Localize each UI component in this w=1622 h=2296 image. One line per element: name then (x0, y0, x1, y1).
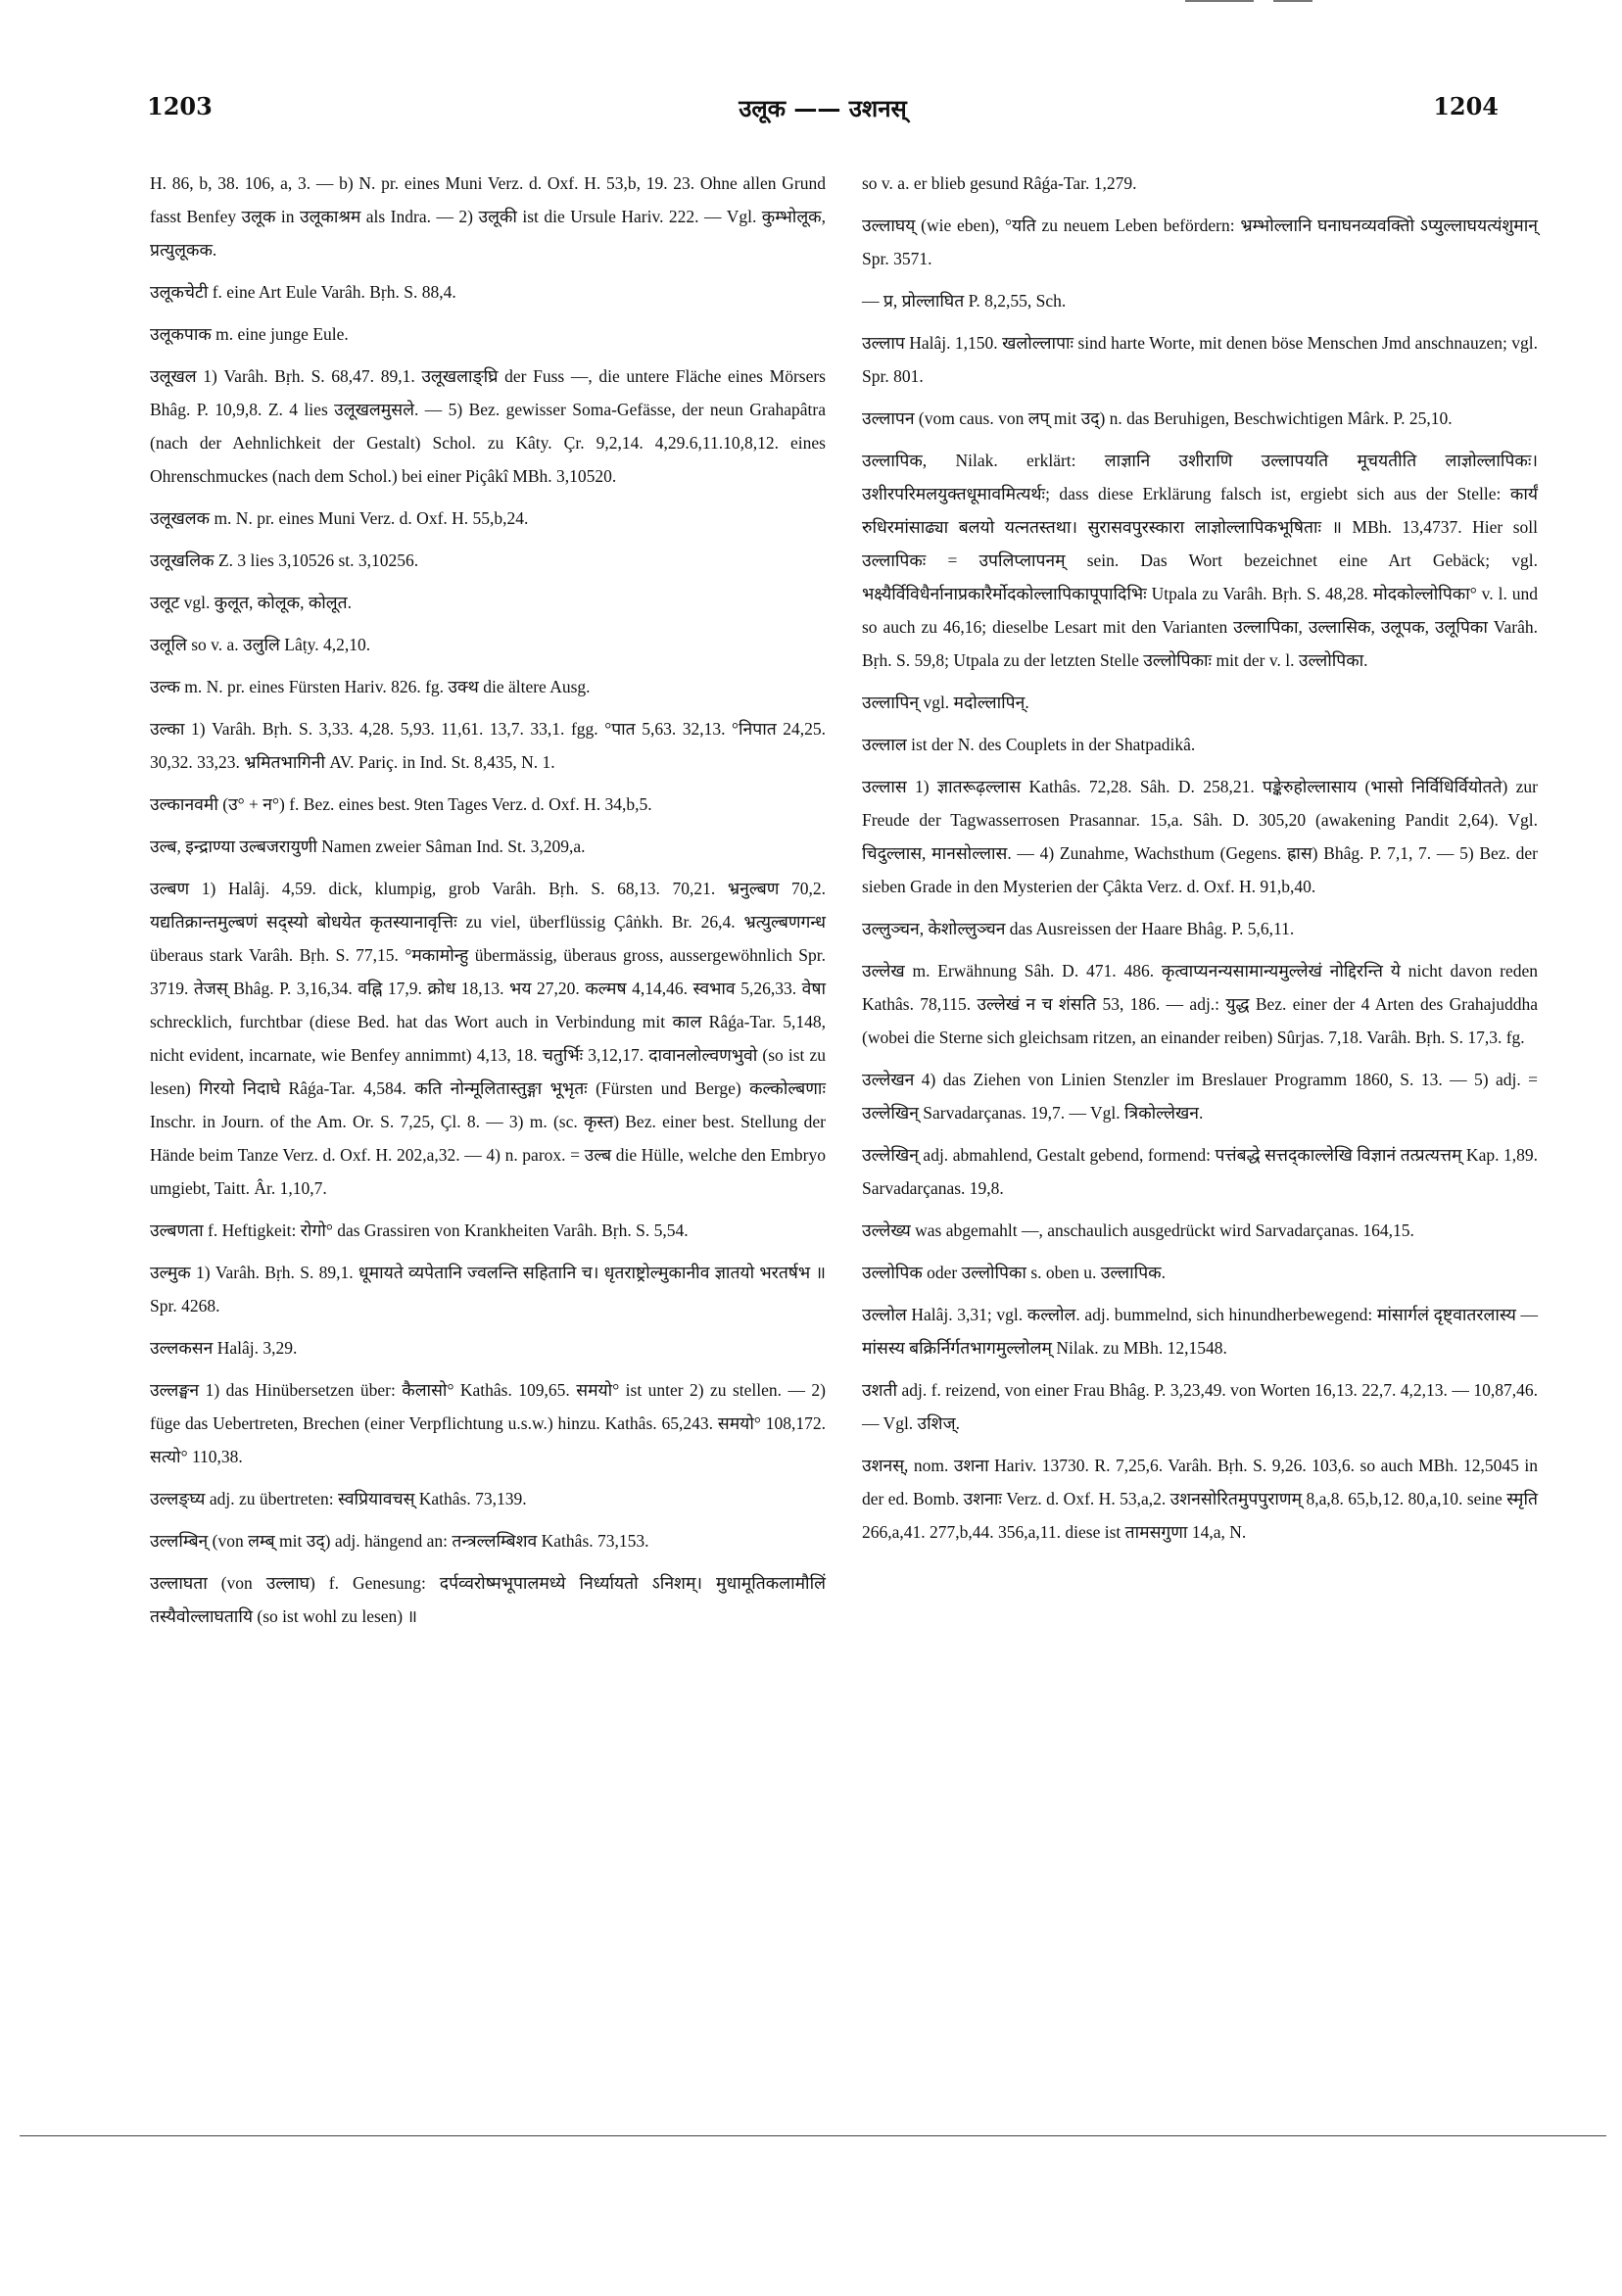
entry-text: उशनस्, nom. उशना Hariv. 13730. R. 7,25,6. Varâh. Bṛh. S. 9,26. 103,6. so auch MBh. 12,5045 in der ed. Bomb. उशनाः Verz. d. Oxf. H. 53,a,2. उशनसोरितमुपपुराणम् 8,a,8. 65,b,12. 80,a,10. seine स्मृति 266,a,41. 277,b,44. 356,a,11. diese ist तामसगुणा 14,a, N. (862, 1456, 1543, 1542)
dictionary-entry (150, 628, 826, 661)
entry-text: उलूकपाक m. eine junge Eule. (150, 324, 349, 344)
entry-text: उल्बण 1) Halâj. 4,59. dick, klumpig, grob Varâh. Bṛh. S. 68,13. 70,21. भ्रनुल्बण 70,2. यद्यतिक्रान्तमुल्बणं सद्स्यो बोधयेत कृतस्यानावृत्तिः zu viel, überflüssig Çâṅkh. Br. 26,4. भ्रत्युल्बणगन्ध überaus stark Varâh. Bṛh. S. 77,15. °मकामोन्हु übermässig, überaus gross, aussergewöhnlich Spr. 3719. तेजस् Bhâg. P. 3,16,34. वह्नि 17,9. क्रोध 18,13. भय 27,20. कल्मष 4,14,46. स्वभाव 5,26,33. वेषा schrecklich, furchtbar (diese Bed. hat das Wort auch in Verbindung mit काल Râǵa-Tar. 5,148, nicht evident, incarnate, wie Benfey annimmt) 4,13, 18. चतुर्भिः 3,12,17. दावानलोल्वणभुवो (so ist zu lesen) गिरयो निदाघे Râǵa-Tar. 4,584. कति नोन्मूलितास्तुङ्गा भूभृतः (Fürsten und Berge) कल्कोल्बणाः Inschr. in Journ. of the Am. Or. S. 7,25, Çl. 8. — 3) m. (sc. कृस्त) Bez. einer best. Stellung der Hände beim Tanze Verz. d. Oxf. H. 202,a,32. — 4) n. parox. = उल्ब die Hülle, welche den Embryo umgiebt, Taitt. Âr. 1,10,7. (150, 879, 831, 1198)
page-header (147, 92, 1499, 127)
dictionary-entry (150, 502, 826, 535)
bottom-rule (20, 2135, 1606, 2136)
entry-text: उलूखल 1) Varâh. Bṛh. S. 68,47. 89,1. उलूखलाङ्घ्रि der Fuss —, die untere Fläche eines Mörsers Bhâg. P. 10,9,8. Z. 4 lies उलूखलमुसले. — 5) Bez. gewisser Soma-Gefässe, der neun Grahapâtra (nach der Aehnlichkeit der Gestalt) Schol. zu Kâty. Çr. 9,2,14. 4,29.6,11.10,8,12. eines Ohrenschmuckes (nach dem Schol.) bei einer Piçâkî MBh. 3,10520. (150, 366, 831, 486)
dictionary-entry (862, 1449, 1543, 1549)
top-edge-mark (1185, 0, 1254, 2)
dictionary-entry (862, 1214, 1538, 1247)
dictionary-entry (150, 1566, 831, 1633)
dictionary-entry (150, 1482, 826, 1515)
dictionary-entry (150, 1214, 826, 1247)
entry-text: उल्का 1) Varâh. Bṛh. S. 3,33. 4,28. 5,93. 11,61. 13,7. 33,1. fgg. °पात 5,63. 32,13. °निपात 24,25. 30,32. 33,23. भ्रमितभागिनी AV. Pariç. in Ind. St. 8,435, N. 1. (150, 719, 831, 772)
entry-text: उल्लाप Halâj. 1,150. खलोल्लापाः sind harte Worte, mit denen böse Menschen Jmd anschnauzen; vgl. Spr. 801. (862, 333, 1543, 386)
running-title: उलूक —— उशनस् (739, 95, 907, 122)
dictionary-entry (862, 1256, 1538, 1289)
entry-text: उल्लङ्घ्य adj. zu übertreten: स्वप्रियावचस् Kathâs. 73,139. (150, 1489, 527, 1508)
entry-text: उल्लेख m. Erwähnung Sâh. D. 471. 486. कृत्वाप्यनन्यसामान्यमुल्लेखं नोद्दिरन्ति ये nicht davon reden Kathâs. 78,115. उल्लेखं न च शंसति 53, 186. — adj.: युद्ध Bez. einer der 4 Arten des Grahajuddha (wobei die Sterne sich gleichsam ritzen, an einander reiben) Sûrjas. 7,18. Varâh. Bṛh. S. 17,3. fg. (862, 961, 1543, 1047)
entry-text: उल्क m. N. pr. eines Fürsten Hariv. 826. fg. उक्थ die ältere Ausg. (150, 677, 591, 696)
dictionary-entry (862, 686, 1538, 719)
entry-text: so v. a. er blieb gesund Râǵa-Tar. 1,279. (862, 173, 1137, 193)
dictionary-entry (150, 830, 826, 863)
dictionary-entry (150, 1373, 831, 1473)
entry-text: उल्लेखन 4) das Ziehen von Linien Stenzler im Breslauer Programm 1860, S. 13. — 5) adj. = उल्लेखिन् Sarvadarçanas. 19,7. — Vgl. त्रिकोल्लेखन. (862, 1070, 1543, 1123)
dictionary-entry (150, 275, 826, 309)
entry-text: H. 86, b, 38. 106, a, 3. — b) N. pr. eines Muni Verz. d. Oxf. H. 53,b, 19. 23. Ohne allen Grund fasst Benfey उलूक in उलूकाश्रम als Indra. — 2) उलूकी ist die Ursule Hariv. 222. — Vgl. कुम्भोलूक, प्रत्युलूकक. (150, 173, 831, 260)
page-number-right: 1204 (1433, 92, 1499, 120)
entry-text: उल्लापिन् vgl. मदोल्लापिन्. (862, 693, 1029, 712)
top-edge-mark (1273, 0, 1312, 2)
entry-text: उल्लास 1) ज्ञातरूढ़ल्लास Kathâs. 72,28. Sâh. D. 258,21. पङ्केरुहोल्लासाय (भासो निर्विधिर्वियोतते) zur Freude der Tagwasserrosen Prasannar. 15,a. Sâh. D. 305,20 (awakening Pandit 2,64). Vgl. चिदुल्लास, मानसोल्लास. — 4) Zunahme, Wachsthum (Gegens. ह्रास) Bhâg. P. 7,1, 7. — 5) Bez. der sieben Grade in den Mysterien der Çâkta Verz. d. Oxf. H. 91,b,40. (862, 777, 1543, 896)
entry-text: उल्ब, इन्द्राण्या उल्बजरायुणी Namen zweier Sâman Ind. St. 3,209,a. (150, 837, 586, 856)
dictionary-entry (862, 1138, 1543, 1205)
top-edge-marks (0, 0, 1622, 2)
entry-text: उल्लाघय् (wie eben), °यति zu neuem Leben befördern: भ्रम्भोल्लानि घनाघनव्यवक्तिो ऽप्युल्लाघयत्यंशुमान् Spr. 3571. (862, 215, 1543, 268)
dictionary-entry (150, 544, 826, 577)
dictionary-entry (862, 1373, 1543, 1440)
dictionary-entry (862, 209, 1543, 275)
dictionary-entry (150, 872, 831, 1205)
dictionary-entry (862, 954, 1543, 1054)
dictionary-entry (862, 284, 1538, 317)
entry-text: उल्लकसन Halâj. 3,29. (150, 1338, 298, 1358)
entry-text: उलूट vgl. कुलूत, कोलूक, कोलूत. (150, 593, 353, 612)
dictionary-entry (150, 359, 831, 493)
entry-text: उल्लाल ist der N. des Couplets in der Shatpadikâ. (862, 735, 1196, 754)
entry-text: उलूखलक m. N. pr. eines Muni Verz. d. Oxf. H. 55,b,24. (150, 508, 529, 528)
dictionary-entry (150, 788, 826, 821)
entry-text: उल्लापन (vom caus. von लप् mit उद्) n. das Beruhigen, Beschwichtigen Mârk. P. 25,10. (862, 408, 1453, 428)
dictionary-entry (862, 326, 1543, 393)
dictionary-entry (150, 712, 831, 779)
entry-text: उल्लेखिन् adj. abmahlend, Gestalt gebend, formend: पत्तंबद्धे सत्तद्काल्लेखि विज्ञानं तत्प्रत्यत्तम् Kap. 1,89. Sarvadarçanas. 19,8. (862, 1145, 1543, 1198)
dictionary-entry (862, 402, 1538, 435)
entry-text: उलूखलिक Z. 3 lies 3,10526 st. 3,10256. (150, 550, 419, 570)
dictionary-entry (862, 912, 1538, 945)
page-number-left: 1203 (147, 92, 213, 120)
left-column (150, 167, 831, 1642)
entry-text: उलूलि so v. a. उलुलि Lâṭy. 4,2,10. (150, 635, 371, 654)
right-column (862, 167, 1543, 1557)
dictionary-entry (862, 1298, 1543, 1364)
entry-text: उलूकचेटी f. eine Art Eule Varâh. Bṛh. S. 88,4. (150, 282, 456, 302)
dictionary-entry (862, 167, 1538, 200)
entry-text: उल्मुक 1) Varâh. Bṛh. S. 89,1. धूमायते व्यपेतानि ज्वलन्ति सहितानि च। धृतराष्ट्रोल्मुकानीव ज्ञातयो भरतर्षभ ॥ Spr. 4268. (150, 1263, 831, 1315)
entry-text: उल्बणता f. Heftigkeit: रोगो° das Grassiren von Krankheiten Varâh. Bṛh. S. 5,54. (150, 1220, 689, 1240)
dictionary-entry (150, 670, 826, 703)
dictionary-entry (150, 586, 826, 619)
dictionary-entry (150, 317, 826, 351)
entry-text: — प्र, प्रोल्लाघित P. 8,2,55, Sch. (862, 291, 1067, 311)
entry-text: उल्लोल Halâj. 3,31; vgl. कल्लोल. adj. bummelnd, sich hinundherbewegend: मांसार्गलं दृष्ट्वातरलास्य — मांसस्य बक्रिर्निर्गतभागमुल्लोलम् Nilak. zu MBh. 12,1548. (862, 1305, 1543, 1358)
entry-text: उल्लेख्य was abgemahlt —, anschaulich ausgedrückt wird Sarvadarçanas. 164,15. (862, 1220, 1414, 1240)
entry-text: उल्लुञ्चन, केशोल्लुञ्चन das Ausreissen der Haare Bhâg. P. 5,6,11. (862, 919, 1295, 938)
dictionary-entry (150, 167, 831, 266)
entry-text: उल्लापिक, Nilak. erklärt: लाज्ञानि उशीराणि उल्लापयति मूचयतीति लाज्ञोल्लापिकः। उशीरपरिमलयुक्तधूमावमित्यर्थः; dass diese Erklärung falsch ist, ergiebt sich aus der Stelle: कार्यं रुधिरमांसाढ्या बलयो यत्नतस्तथा। सुरासवपुरस्कारा लाज्ञोल्लापिकभूषिताः ॥ MBh. 13,4737. Hier soll उल्लापिकः = उपलिप्लापनम् sein. Das Wort bezeichnet eine Art Gebäck; vgl. भक्ष्यैर्विविधैर्नानाप्रकारैर्मोदकोल्लापिकापूपादिभिः Utpala zu Varâh. Bṛh. S. 48,28. मोदकोल्लोपिका° v. l. und so auch zu 46,16; dieselbe Lesart mit den Varianten उल्लापिका, उल्लासिक, उलूपक, उलूपिका Varâh. Bṛh. S. 59,8; Utpala zu der letzten Stelle उल्लोपिकाः mit der v. l. उल्लोपिका. (862, 451, 1543, 670)
dictionary-entry (862, 770, 1543, 903)
entry-text: उल्लोपिक oder उल्लोपिका s. oben u. उल्लापिक. (862, 1263, 1166, 1282)
entry-text: उल्कानवमी (उ° + न°) f. Bez. eines best. 9ten Tages Verz. d. Oxf. H. 34,b,5. (150, 794, 652, 814)
dictionary-entry (150, 1524, 826, 1557)
entry-text: उल्लाघता (von उल्लाघ) f. Genesung: दर्पव्वरोष्मभूपालमध्ये निर्ध्यायतो ऽनिशम्। मुधामूतिकलामौलिं तस्यैवोल्लाघतायि (so ist wohl zu lesen) ॥ (150, 1573, 831, 1626)
dictionary-entry (862, 1063, 1543, 1129)
dictionary-entry (150, 1331, 826, 1364)
entry-text: उल्लङ्घन 1) das Hinübersetzen über: कैलासो° Kathâs. 109,65. समयो° ist unter 2) zu stellen. — 2) füge das Uebertreten, Brechen (einer Verpflichtung u.s.w.) hinzu. Kathâs. 65,243. समयो° 108,172. सत्यो° 110,38. (150, 1380, 831, 1466)
entry-text: उल्लम्बिन् (von लम्ब् mit उद्) adj. hängend an: तन्त्रल्लम्बिशव Kathâs. 73,153. (150, 1531, 649, 1551)
dictionary-entry (150, 1256, 831, 1322)
entry-text: उशती adj. f. reizend, von einer Frau Bhâg. P. 3,23,49. von Worten 16,13. 22,7. 4,2,13. — 10,87,46. — Vgl. उशिज्. (862, 1380, 1543, 1433)
dictionary-entry (862, 728, 1538, 761)
dictionary-entry (862, 444, 1543, 677)
